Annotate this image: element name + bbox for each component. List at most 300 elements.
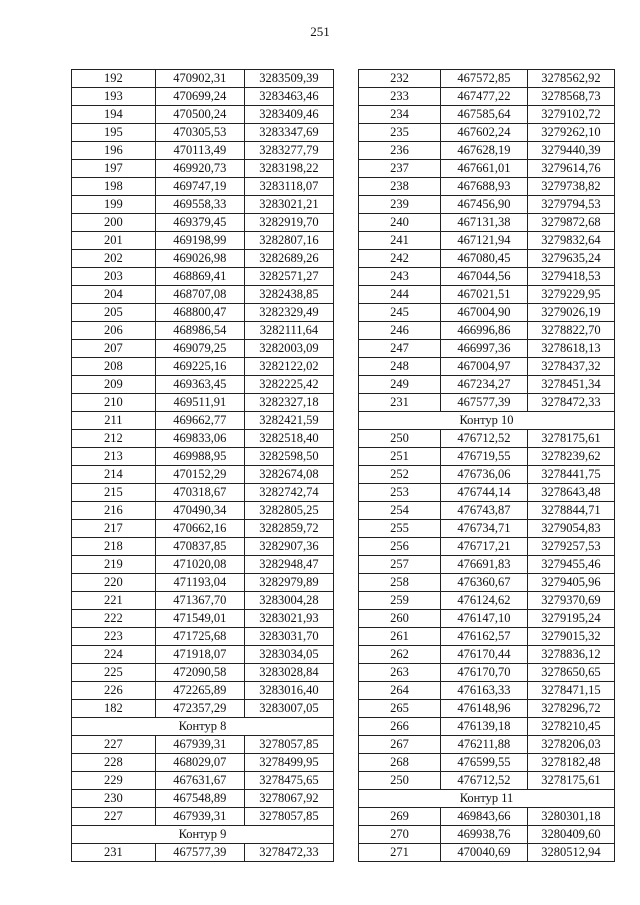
table-row (72, 448, 334, 466)
point-number: 203 (72, 268, 156, 286)
coordinate-x: 471918,07 (155, 646, 244, 664)
coordinate-x: 467631,67 (155, 772, 244, 790)
coordinate-y: 3279026,19 (527, 304, 614, 322)
coordinate-y: 3278472,33 (527, 394, 614, 412)
point-number: 264 (359, 682, 441, 700)
coordinate-x: 467004,97 (440, 358, 527, 376)
coordinate-x: 470305,53 (155, 124, 244, 142)
coordinate-y: 3283016,40 (244, 682, 333, 700)
coordinate-y: 3282003,09 (244, 340, 333, 358)
coordinate-y: 3278437,32 (527, 358, 614, 376)
coordinate-x: 469363,45 (155, 376, 244, 394)
point-number: 225 (72, 664, 156, 682)
coordinate-x: 468869,41 (155, 268, 244, 286)
coordinate-x: 469026,98 (155, 250, 244, 268)
coordinate-y: 3279195,24 (527, 610, 614, 628)
coordinate-x: 467021,51 (440, 286, 527, 304)
table-row (359, 286, 615, 304)
table-row (72, 70, 334, 88)
point-number: 196 (72, 142, 156, 160)
coordinate-y: 3282571,27 (244, 268, 333, 286)
point-number: 245 (359, 304, 441, 322)
coordinate-y: 3282807,16 (244, 232, 333, 250)
coordinate-y: 3278210,45 (527, 718, 614, 736)
coordinate-y: 3282859,72 (244, 520, 333, 538)
table-row (72, 394, 334, 412)
table-row (359, 124, 615, 142)
coordinate-y: 3278175,61 (527, 772, 614, 790)
coordinate-x: 470113,49 (155, 142, 244, 160)
coordinate-y: 3278836,12 (527, 646, 614, 664)
point-number: 194 (72, 106, 156, 124)
table-row (72, 646, 334, 664)
table-row (72, 466, 334, 484)
table-row (72, 124, 334, 142)
contour-header-row (359, 790, 615, 808)
point-number: 248 (359, 358, 441, 376)
coordinate-x: 476712,52 (440, 430, 527, 448)
table-row (359, 430, 615, 448)
table-row (359, 304, 615, 322)
table-row (359, 106, 615, 124)
point-number: 213 (72, 448, 156, 466)
coordinate-x: 470490,34 (155, 502, 244, 520)
coordinate-x: 469511,91 (155, 394, 244, 412)
point-number: 268 (359, 754, 441, 772)
coordinate-x: 470500,24 (155, 106, 244, 124)
coordinate-y: 3283277,79 (244, 142, 333, 160)
table-row (72, 556, 334, 574)
point-number: 249 (359, 376, 441, 394)
coordinate-y: 3278844,71 (527, 502, 614, 520)
coordinate-x: 467939,31 (155, 736, 244, 754)
point-number: 206 (72, 322, 156, 340)
coordinate-y: 3278568,73 (527, 88, 614, 106)
coordinate-x: 467602,24 (440, 124, 527, 142)
contour-title: Контур 8 (72, 718, 334, 736)
coordinate-x: 471020,08 (155, 556, 244, 574)
coordinate-x: 466997,36 (440, 340, 527, 358)
point-number: 265 (359, 700, 441, 718)
coordinate-x: 467131,38 (440, 214, 527, 232)
table-row (359, 214, 615, 232)
table-row (72, 142, 334, 160)
table-row (359, 70, 615, 88)
coordinate-y: 3279370,69 (527, 592, 614, 610)
coordinate-y: 3278451,34 (527, 376, 614, 394)
point-number: 209 (72, 376, 156, 394)
coordinate-y: 3282421,59 (244, 412, 333, 430)
coordinate-y: 3278475,65 (244, 772, 333, 790)
coordinate-y: 3283031,70 (244, 628, 333, 646)
contour-title: Контур 10 (359, 412, 615, 430)
table-row (359, 682, 615, 700)
point-number: 236 (359, 142, 441, 160)
coordinate-x: 468707,08 (155, 286, 244, 304)
point-number: 244 (359, 286, 441, 304)
contour-header-row (72, 826, 334, 844)
table-row (359, 142, 615, 160)
table-row (72, 502, 334, 520)
point-number: 212 (72, 430, 156, 448)
coordinate-y: 3282329,49 (244, 304, 333, 322)
point-number: 254 (359, 502, 441, 520)
coordinate-y: 3279635,24 (527, 250, 614, 268)
table-row (359, 808, 615, 826)
coordinate-x: 476162,57 (440, 628, 527, 646)
table-row (359, 466, 615, 484)
table-row (359, 196, 615, 214)
table-row (72, 268, 334, 286)
point-number: 250 (359, 430, 441, 448)
point-number: 255 (359, 520, 441, 538)
point-number: 208 (72, 358, 156, 376)
table-row (72, 214, 334, 232)
coordinate-x: 476734,71 (440, 520, 527, 538)
table-row (72, 286, 334, 304)
coordinate-x: 472265,89 (155, 682, 244, 700)
point-number: 217 (72, 520, 156, 538)
coordinate-y: 3282805,25 (244, 502, 333, 520)
point-number: 226 (72, 682, 156, 700)
point-number: 205 (72, 304, 156, 322)
page-number: 251 (310, 24, 330, 39)
coordinate-y: 3283004,28 (244, 592, 333, 610)
coordinate-y: 3279872,68 (527, 214, 614, 232)
point-number: 240 (359, 214, 441, 232)
coordinate-x: 469079,25 (155, 340, 244, 358)
point-number: 239 (359, 196, 441, 214)
table-row (359, 736, 615, 754)
coordinate-y: 3279102,72 (527, 106, 614, 124)
point-number: 231 (72, 844, 156, 862)
coordinate-x: 470902,31 (155, 70, 244, 88)
table-row (72, 484, 334, 502)
coordinate-y: 3278472,33 (244, 844, 333, 862)
table-row (72, 430, 334, 448)
table-row (72, 178, 334, 196)
table-row (359, 556, 615, 574)
coordinate-x: 476712,52 (440, 772, 527, 790)
coordinate-y: 3280301,18 (527, 808, 614, 826)
point-number: 258 (359, 574, 441, 592)
coordinate-x: 476211,88 (440, 736, 527, 754)
coordinate-y: 3278296,72 (527, 700, 614, 718)
point-number: 216 (72, 502, 156, 520)
table-row (72, 304, 334, 322)
coordinate-y: 3278182,48 (527, 754, 614, 772)
coordinate-y: 3278057,85 (244, 808, 333, 826)
coordinate-x: 476744,14 (440, 484, 527, 502)
point-number: 233 (359, 88, 441, 106)
coordinate-x: 467080,45 (440, 250, 527, 268)
coordinate-x: 472090,58 (155, 664, 244, 682)
table-row (72, 592, 334, 610)
point-number: 229 (72, 772, 156, 790)
coordinate-y: 3279832,64 (527, 232, 614, 250)
coordinate-x: 470837,85 (155, 538, 244, 556)
coordinate-x: 469558,33 (155, 196, 244, 214)
table-row (72, 412, 334, 430)
table-row (72, 520, 334, 538)
coordinate-x: 470699,24 (155, 88, 244, 106)
point-number: 228 (72, 754, 156, 772)
point-number: 237 (359, 160, 441, 178)
point-number: 252 (359, 466, 441, 484)
table-row (359, 178, 615, 196)
coordinate-x: 470152,29 (155, 466, 244, 484)
point-number: 201 (72, 232, 156, 250)
table-row (359, 664, 615, 682)
point-number: 200 (72, 214, 156, 232)
table-row (72, 628, 334, 646)
point-number: 210 (72, 394, 156, 412)
point-number: 235 (359, 124, 441, 142)
coordinate-y: 3283007,05 (244, 700, 333, 718)
coordinate-x: 467577,39 (440, 394, 527, 412)
coordinate-y: 3282907,36 (244, 538, 333, 556)
coordinate-y: 3282948,47 (244, 556, 333, 574)
point-number: 270 (359, 826, 441, 844)
point-number: 207 (72, 340, 156, 358)
table-row (72, 700, 334, 718)
coordinate-y: 3278175,61 (527, 430, 614, 448)
coordinate-x: 467572,85 (440, 70, 527, 88)
table-row (359, 232, 615, 250)
table-row (72, 232, 334, 250)
coordinate-y: 3278822,70 (527, 322, 614, 340)
coordinate-x: 467688,93 (440, 178, 527, 196)
coordinate-x: 467004,90 (440, 304, 527, 322)
coordinate-y: 3278471,15 (527, 682, 614, 700)
point-number: 241 (359, 232, 441, 250)
coordinate-y: 3282438,85 (244, 286, 333, 304)
table-row (359, 844, 615, 862)
coordinate-y: 3283509,39 (244, 70, 333, 88)
point-number: 250 (359, 772, 441, 790)
coordinate-x: 471193,04 (155, 574, 244, 592)
coordinate-y: 3279262,10 (527, 124, 614, 142)
point-number: 262 (359, 646, 441, 664)
coordinate-x: 467548,89 (155, 790, 244, 808)
table-row (359, 448, 615, 466)
coordinate-y: 3279257,53 (527, 538, 614, 556)
table-row (359, 538, 615, 556)
coordinate-y: 3283021,21 (244, 196, 333, 214)
coordinate-y: 3282742,74 (244, 484, 333, 502)
coordinate-x: 469662,77 (155, 412, 244, 430)
coordinate-x: 466996,86 (440, 322, 527, 340)
coordinate-x: 469225,16 (155, 358, 244, 376)
coordinate-y: 3282598,50 (244, 448, 333, 466)
point-number: 271 (359, 844, 441, 862)
table-row (359, 754, 615, 772)
point-number: 232 (359, 70, 441, 88)
point-number: 199 (72, 196, 156, 214)
table-row (359, 358, 615, 376)
contour-header-row (72, 718, 334, 736)
point-number: 195 (72, 124, 156, 142)
table-row (359, 700, 615, 718)
coordinate-x: 467577,39 (155, 844, 244, 862)
coordinate-y: 3278562,92 (527, 70, 614, 88)
table-row (72, 772, 334, 790)
coordinate-y: 3280512,94 (527, 844, 614, 862)
coordinate-x: 467628,19 (440, 142, 527, 160)
coordinate-x: 476170,44 (440, 646, 527, 664)
table-row (72, 88, 334, 106)
coordinate-x: 476691,83 (440, 556, 527, 574)
point-number: 263 (359, 664, 441, 682)
coordinate-x: 476719,55 (440, 448, 527, 466)
point-number: 260 (359, 610, 441, 628)
point-number: 224 (72, 646, 156, 664)
coordinate-x: 469379,45 (155, 214, 244, 232)
coordinates-table-left (71, 69, 334, 862)
point-number: 223 (72, 628, 156, 646)
coordinate-x: 467939,31 (155, 808, 244, 826)
coordinate-x: 476147,10 (440, 610, 527, 628)
table-row (359, 502, 615, 520)
table-row (72, 754, 334, 772)
point-number: 238 (359, 178, 441, 196)
coordinate-y: 3279614,76 (527, 160, 614, 178)
table-row (359, 250, 615, 268)
coordinate-y: 3278441,75 (527, 466, 614, 484)
coordinate-x: 468800,47 (155, 304, 244, 322)
point-number: 204 (72, 286, 156, 304)
coordinate-y: 3279455,46 (527, 556, 614, 574)
table-row (72, 358, 334, 376)
coordinate-x: 476163,33 (440, 682, 527, 700)
coordinate-y: 3279015,32 (527, 628, 614, 646)
contour-title: Контур 11 (359, 790, 615, 808)
table-row (72, 538, 334, 556)
coordinate-x: 476139,18 (440, 718, 527, 736)
coordinate-x: 467585,64 (440, 106, 527, 124)
coordinate-y: 3279794,53 (527, 196, 614, 214)
coordinate-y: 3282689,26 (244, 250, 333, 268)
coordinate-y: 3279054,83 (527, 520, 614, 538)
point-number: 253 (359, 484, 441, 502)
table-row (359, 376, 615, 394)
table-row (359, 340, 615, 358)
coordinate-x: 471725,68 (155, 628, 244, 646)
table-row (359, 592, 615, 610)
table-row (72, 196, 334, 214)
coordinate-x: 471549,01 (155, 610, 244, 628)
point-number: 256 (359, 538, 441, 556)
table-row (72, 844, 334, 862)
contour-title: Контур 9 (72, 826, 334, 844)
coordinate-x: 469988,95 (155, 448, 244, 466)
coordinate-y: 3279229,95 (527, 286, 614, 304)
table-row (72, 790, 334, 808)
coordinate-y: 3283028,84 (244, 664, 333, 682)
coordinate-y: 3282518,40 (244, 430, 333, 448)
point-number: 267 (359, 736, 441, 754)
coordinate-y: 3278067,92 (244, 790, 333, 808)
table-row (72, 682, 334, 700)
table-row (72, 322, 334, 340)
table-row (72, 736, 334, 754)
coordinate-x: 476599,55 (440, 754, 527, 772)
point-number: 227 (72, 736, 156, 754)
point-number: 222 (72, 610, 156, 628)
coordinate-y: 3283034,05 (244, 646, 333, 664)
coordinate-y: 3282122,02 (244, 358, 333, 376)
table-row (359, 574, 615, 592)
table-row (359, 484, 615, 502)
coordinate-x: 470040,69 (440, 844, 527, 862)
coordinate-x: 469833,06 (155, 430, 244, 448)
point-number: 227 (72, 808, 156, 826)
coordinate-y: 3279405,96 (527, 574, 614, 592)
coordinate-x: 469843,66 (440, 808, 527, 826)
coordinate-x: 476170,70 (440, 664, 527, 682)
point-number: 193 (72, 88, 156, 106)
coordinate-y: 3278643,48 (527, 484, 614, 502)
point-number: 261 (359, 628, 441, 646)
coordinate-x: 468029,07 (155, 754, 244, 772)
point-number: 219 (72, 556, 156, 574)
table-row (359, 610, 615, 628)
table-row (72, 808, 334, 826)
coordinate-y: 3282327,18 (244, 394, 333, 412)
table-row (359, 646, 615, 664)
coordinate-x: 476736,06 (440, 466, 527, 484)
point-number: 230 (72, 790, 156, 808)
coordinate-y: 3279418,53 (527, 268, 614, 286)
coordinate-x: 472357,29 (155, 700, 244, 718)
point-number: 197 (72, 160, 156, 178)
table-row (359, 520, 615, 538)
coordinate-y: 3280409,60 (527, 826, 614, 844)
coordinate-y: 3283021,93 (244, 610, 333, 628)
coordinate-y: 3283409,46 (244, 106, 333, 124)
coordinate-y: 3279738,82 (527, 178, 614, 196)
coordinate-y: 3283198,22 (244, 160, 333, 178)
point-number: 198 (72, 178, 156, 196)
point-number: 266 (359, 718, 441, 736)
contour-header-row (359, 412, 615, 430)
coordinate-y: 3278057,85 (244, 736, 333, 754)
coordinate-x: 470662,16 (155, 520, 244, 538)
table-row (359, 826, 615, 844)
table-row (359, 268, 615, 286)
coordinate-x: 469198,99 (155, 232, 244, 250)
point-number: 234 (359, 106, 441, 124)
table-row (72, 340, 334, 358)
table-row (72, 610, 334, 628)
coordinate-y: 3278618,13 (527, 340, 614, 358)
point-number: 192 (72, 70, 156, 88)
point-number: 251 (359, 448, 441, 466)
point-number: 218 (72, 538, 156, 556)
coordinate-x: 467234,27 (440, 376, 527, 394)
table-row (359, 88, 615, 106)
table-row (359, 322, 615, 340)
coordinate-y: 3282919,70 (244, 214, 333, 232)
table-row (72, 106, 334, 124)
coordinate-x: 470318,67 (155, 484, 244, 502)
coordinate-y: 3283118,07 (244, 178, 333, 196)
point-number: 247 (359, 340, 441, 358)
coordinate-y: 3278499,95 (244, 754, 333, 772)
coordinate-y: 3278206,03 (527, 736, 614, 754)
coordinate-x: 468986,54 (155, 322, 244, 340)
table-row (72, 574, 334, 592)
